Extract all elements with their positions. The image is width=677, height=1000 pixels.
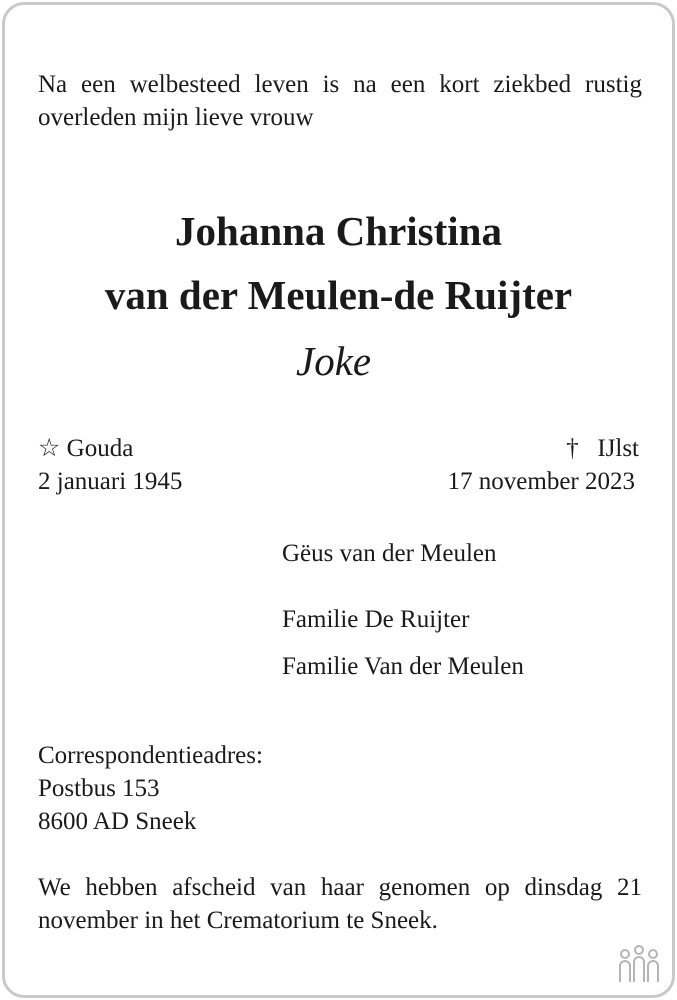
correspondence-line2: 8600 AD Sneek xyxy=(38,808,197,835)
birth-place-line xyxy=(38,432,133,465)
notice-card xyxy=(2,2,675,998)
closing-text: We hebben afscheid van haar genomen op dinsdag 21 november in het Crematorium te Sneek. xyxy=(38,874,642,934)
death-place: IJlst xyxy=(597,435,639,462)
mourner-spouse: Gëus van der Meulen xyxy=(282,540,497,567)
correspondence-label: Correspondentieadres: xyxy=(38,742,263,769)
correspondence-line1: Postbus 153 xyxy=(38,775,160,802)
death-place-line xyxy=(566,432,639,465)
birth-star-icon: ☆ xyxy=(38,435,61,462)
deceased-name-line1: Johanna Christina xyxy=(175,208,502,254)
birth-place: Gouda xyxy=(66,435,134,462)
deceased-nickname: Joke xyxy=(296,338,372,384)
intro-text: Na een welbesteed leven is na een kort ziekbed rustig overleden mijn lieve vrouw xyxy=(38,71,642,131)
death-cross-icon: † xyxy=(566,435,579,462)
birth-date: 2 januari 1945 xyxy=(38,468,183,495)
mourner-family-1: Familie De Ruijter xyxy=(282,606,470,633)
deceased-name-line2: van der Meulen-de Ruijter xyxy=(104,272,573,318)
death-date: 17 november 2023 xyxy=(447,468,635,495)
people-group-icon xyxy=(616,944,662,984)
mourner-family-2: Familie Van der Meulen xyxy=(282,653,524,680)
